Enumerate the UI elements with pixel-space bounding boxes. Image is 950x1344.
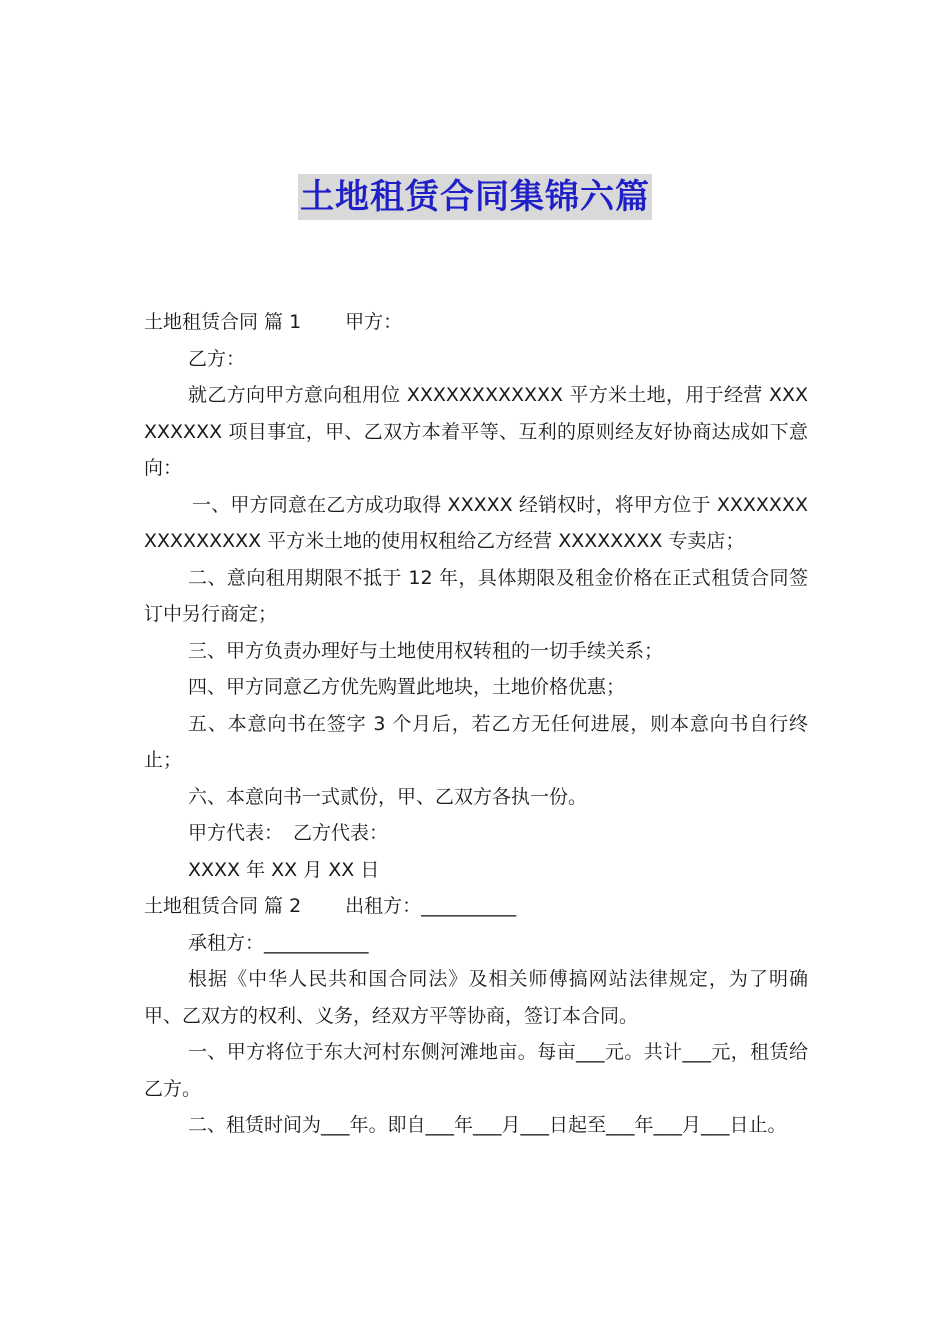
contract-2-clause-2: 二、租赁时间为___年。即自___年___月___日起至___年___月___日止。	[188, 1114, 787, 1136]
party-a-label: 甲方：	[345, 311, 403, 333]
party-a-representative: 甲方代表：	[188, 822, 284, 844]
contract-1-heading: 土地租赁合同 篇 1	[144, 311, 302, 333]
document-title: 土地租赁合同集锦六篇	[298, 174, 652, 220]
contract-1-heading-line	[144, 304, 808, 341]
clause-2: 二、意向租用期限不抵于 12 年，具体期限及租金价格在正式租赁合同签订中另行商定；	[144, 566, 808, 625]
contract-2-heading: 土地租赁合同 篇 2	[144, 895, 302, 917]
contract-2-heading-line	[144, 888, 808, 925]
clause-1: 一、甲方同意在乙方成功取得 XXXXX 经销权时，将甲方位于 XXXXXXXXXXXXXXXX 平方米土地的使用权租给乙方经营 XXXXXXXX 专卖店；	[144, 493, 808, 552]
date-line: XXXX 年 XX 月 XX 日	[188, 858, 380, 881]
clause-6: 六、本意向书一式贰份，甲、乙双方各执一份。	[188, 785, 588, 808]
lessor-label: 出租方：__________	[345, 895, 517, 917]
clause-3: 三、甲方负责办理好与土地使用权转租的一切手续关系；	[188, 639, 664, 662]
intro-paragraph: 就乙方向甲方意向租用位 XXXXXXXXXXXX 平方米土地，用于经营 XXXXXXXXX 项目事宜，甲、乙双方本着平等、互利的原则经友好协商达成如下意向：	[144, 384, 808, 479]
clause-5: 五、本意向书在签字 3 个月后，若乙方无任何进展，则本意向书自行终止；	[144, 712, 808, 771]
legal-basis-paragraph: 根据《中华人民共和国合同法》及相关师傅搞网站法律规定，为了明确甲、乙双方的权利、义务，经双方平等协商，签订本合同。	[144, 968, 808, 1027]
party-b-representative: 乙方代表：	[293, 822, 389, 844]
title-wrap	[0, 174, 950, 220]
party-b-label: 乙方：	[188, 347, 246, 370]
contract-2-clause-1: 一、甲方将位于东大河村东侧河滩地亩。每亩___元。共计___元，租赁给乙方。	[144, 1041, 808, 1100]
lessee-label: 承租方：___________	[188, 931, 369, 954]
signature-line	[144, 815, 808, 852]
clause-4: 四、甲方同意乙方优先购置此地块，土地价格优惠；	[188, 676, 626, 698]
document-body	[144, 304, 808, 1144]
